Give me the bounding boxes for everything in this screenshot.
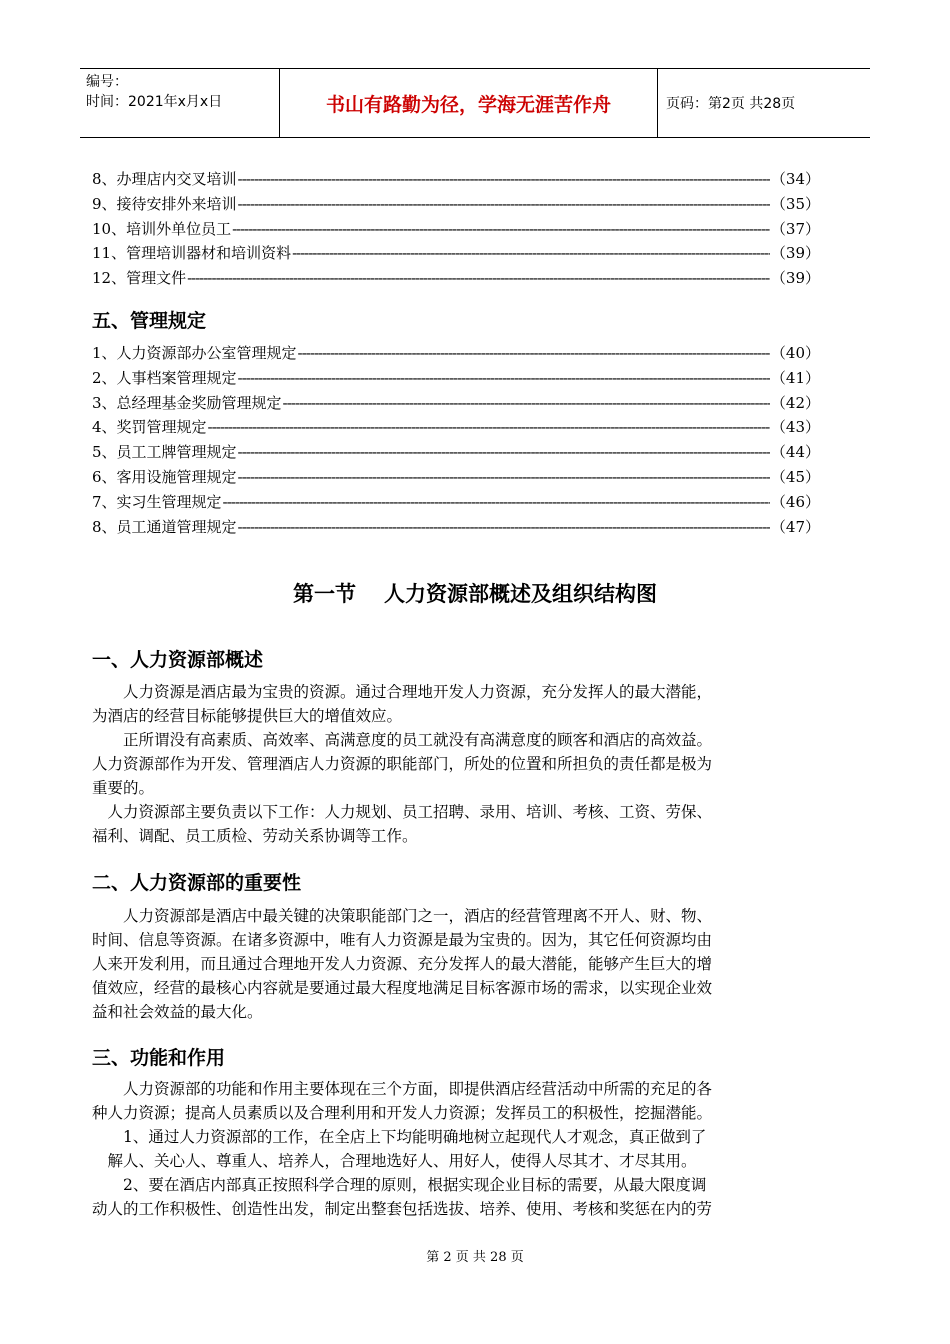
toc-entry-label: 5、员工工牌管理规定: [92, 443, 237, 462]
toc-entry-page: （34）: [770, 170, 820, 188]
toc-leader: [238, 518, 770, 536]
toc-entry: [92, 516, 820, 541]
toc-leader: [238, 443, 770, 461]
section-heading-importance: 二、人力资源部的重要性: [92, 872, 302, 894]
toc-entry: [92, 367, 820, 392]
overview-paragraph: [92, 680, 872, 848]
toc-entry-label: 11、管理培训器材和培训资料: [92, 244, 292, 263]
toc-entry-label: 8、办理店内交叉培训: [92, 170, 237, 188]
toc-leader: [292, 244, 770, 262]
toc-entry: [92, 466, 820, 491]
toc-entry-label: 4、奖罚管理规定: [92, 418, 207, 437]
toc-entry: [92, 416, 820, 441]
toc-entry-page: （39）: [770, 244, 820, 263]
header-table: [80, 68, 870, 138]
header-page-info: 页码：第2页 共28页: [666, 96, 796, 112]
toc-entry-page: （45）: [770, 467, 820, 486]
toc-entry-page: （43）: [770, 418, 820, 437]
paragraph-line: 种人力资源；提高人员素质以及合理利用和开发人力资源；发挥员工的积极性，挖掘潜能。: [92, 1104, 713, 1122]
paragraph-line: 人力资源部作为开发、管理酒店人力资源的职能部门，所处的位置和所担负的责任都是极为: [92, 755, 713, 773]
toc-entry: [92, 168, 820, 193]
toc-entry-page: （46）: [770, 492, 820, 511]
toc-entry: [92, 242, 820, 267]
paragraph-line: 人力资源部是酒店中最关键的决策职能部门之一，酒店的经营管理离不开人、财、物、: [92, 907, 713, 925]
paragraph-line: 动人的工作积极性、创造性出发，制定出整套包括选拔、培养、使用、考核和奖惩在内的劳: [92, 1200, 713, 1218]
toc-entry-label: 10、培训外单位员工: [92, 219, 232, 238]
toc-entry-label: 6、客用设施管理规定: [92, 467, 237, 486]
toc-entry-label: 7、实习生管理规定: [92, 492, 222, 511]
paragraph-line: 人来开发利用，而且通过合理地开发人力资源、充分发挥人的最大潜能，能够产生巨大的增: [92, 955, 713, 973]
page-footer: 第 2 页 共 28 页: [426, 1250, 524, 1265]
toc-leader: [223, 493, 770, 511]
toc-entry-label: 3、总经理基金奖励管理规定: [92, 393, 282, 412]
doc-number: 编号：: [86, 74, 128, 90]
toc-entry-label: 2、人事档案管理规定: [92, 368, 237, 387]
paragraph-line: 解人、关心人、尊重人、培养人，合理地选好人、用好人，使得人尽其才、才尽其用。: [92, 1152, 697, 1170]
paragraph-line: 时间、信息等资源。在诸多资源中，唯有人力资源是最为宝贵的。因为，其它任何资源均由: [92, 931, 713, 949]
section-heading-functions: 三、功能和作用: [92, 1047, 226, 1069]
paragraph-line: 正所谓没有高素质、高效率、高满意度的员工就没有高满意度的顾客和酒店的高效益。: [92, 731, 713, 749]
paragraph-line: 人力资源部主要负责以下工作：人力规划、员工招聘、录用、培训、考核、工资、劳保、: [92, 803, 713, 821]
toc-entry-page: （39）: [770, 269, 820, 288]
chapter-number: 第一节: [293, 582, 356, 606]
header-left-cell: [80, 69, 280, 137]
toc-entry-page: （40）: [770, 344, 820, 362]
paragraph-line: 重要的。: [92, 779, 155, 797]
paragraph-line: 2、要在酒店内部真正按照科学合理的原则，根据实现企业目标的需要，从最大限度调: [92, 1176, 707, 1194]
paragraph-line: 福利、调配、员工质检、劳动关系协调等工作。: [92, 827, 418, 845]
toc-entry-page: （41）: [770, 368, 820, 387]
toc-training-list: [92, 168, 820, 292]
toc-entry-label: 12、管理文件: [92, 269, 187, 288]
paragraph-line: 值效应，经营的最核心内容就是要通过最大程度地满足目标客源市场的需求，以实现企业效: [92, 979, 713, 997]
header-motto: 书山有路勤为径，学海无涯苦作舟: [280, 69, 658, 137]
toc-entry-label: 9、接待安排外来培训: [92, 194, 237, 213]
chapter-title: [0, 578, 950, 608]
toc-entry-label: 8、员工通道管理规定: [92, 517, 237, 536]
toc-leader: [238, 195, 770, 213]
toc-leader: [238, 369, 770, 387]
toc-leader: [283, 394, 770, 412]
toc-entry-page: （42）: [770, 393, 820, 412]
paragraph-line: 1、通过人力资源部的工作，在全店上下均能明确地树立起现代人才观念，真正做到了: [92, 1128, 707, 1146]
toc-leader: [232, 220, 770, 238]
functions-paragraph: [92, 1077, 872, 1221]
toc-entry: [92, 193, 820, 218]
toc-entry: [92, 267, 820, 292]
toc-leader: [298, 344, 770, 362]
toc-entry-page: （44）: [770, 443, 820, 462]
toc-leader: [238, 468, 770, 486]
section-heading-overview: 一、人力资源部概述: [92, 649, 264, 671]
chapter-name: 人力资源部概述及组织结构图: [384, 582, 657, 606]
toc-entry-page: （37）: [770, 219, 820, 238]
paragraph-line: 为酒店的经营目标能够提供巨大的增值效应。: [92, 707, 403, 725]
toc-entry: [92, 491, 820, 516]
paragraph-line: 益和社会效益的最大化。: [92, 1003, 263, 1021]
section-heading-rules: 五、管理规定: [92, 310, 207, 332]
toc-entry-page: （35）: [770, 194, 820, 213]
toc-leader: [187, 269, 770, 287]
doc-date: 时间：2021年x月x日: [86, 94, 223, 110]
toc-entry-label: 1、人力资源部办公室管理规定: [92, 344, 297, 362]
paragraph-line: 人力资源部的功能和作用主要体现在三个方面，即提供酒店经营活动中所需的充足的各: [92, 1080, 713, 1098]
toc-entry: [92, 392, 820, 417]
importance-paragraph: [92, 904, 872, 1024]
toc-entry: [92, 342, 820, 367]
paragraph-line: 人力资源是酒店最为宝贵的资源。通过合理地开发人力资源，充分发挥人的最大潜能，: [92, 683, 713, 701]
toc-rules-list: [92, 342, 820, 540]
toc-entry: [92, 218, 820, 243]
toc-leader: [238, 170, 770, 188]
toc-entry-page: （47）: [770, 517, 820, 536]
toc-leader: [208, 418, 770, 436]
toc-entry: [92, 441, 820, 466]
